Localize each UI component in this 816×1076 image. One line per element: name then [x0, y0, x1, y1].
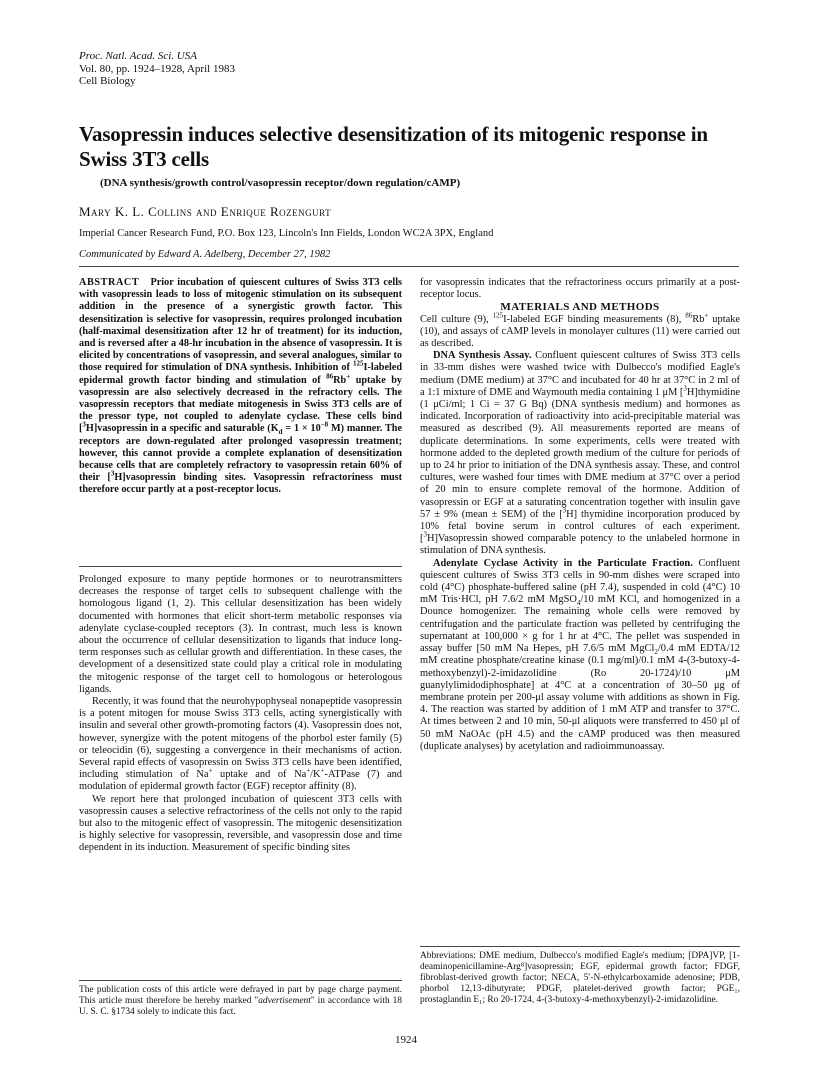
abbreviations-divider — [420, 946, 740, 947]
subsection-heading-adenylate: Adenylate Cyclase Activity in the Particulate Fraction. — [433, 557, 693, 569]
abstract-text: Prior incubation of quiescent cultures of Swiss 3T3 cells with vasopressin leads to loss of mitogenic stimulation on its subsequent addition in the presence of a synergistic growth factor. This desensitization is selective for vasopressin, requires prolonged incubation (half-maximal desensitization after 12 hr of treatment) for its induction, and is reversed after a 48-hr incubation in the absence of vasopressin. It is elicited by concentrations of vasopressin, and several analogues, similar to those required for stimulation of DNA synthesis. Inhibition of — [79, 277, 402, 374]
paragraph-text: /K — [310, 769, 321, 781]
footnote-divider — [79, 980, 402, 981]
superscript: 86 — [685, 311, 693, 320]
journal-name: Proc. Natl. Acad. Sci. USA — [79, 50, 197, 62]
abstract-label: ABSTRACT — [79, 277, 140, 288]
superscript: 125 — [492, 311, 504, 320]
section-name: Cell Biology — [79, 75, 136, 87]
superscript: + — [208, 766, 213, 775]
publication-footnote — [79, 985, 402, 1018]
superscript: 86 — [326, 372, 334, 381]
superscript: −8 — [320, 421, 329, 430]
right-column — [420, 277, 740, 753]
paragraph-text: /0.4 mM EDTA/12 mM creatine phosphate/creatine kinase (0.1 mg/ml)/0.1 mM 4-(3-butoxy-4-methoxybenzyl)-2-imidazolidine (Ro 20-1724)/10 μM guanylylimidodiphosphate] at 4°C at a concentration of 30–50 μg of membrane protein per 200-μl assay volume with additions as shown in Fig. 4. The reaction was started by addition of 1 mM ATP and transfer to 37°C. At times between 2 and 10 min, 50-μl aliquots were transferred to 450 μl of 50 mM NaOAc (pH 4.5) and the cAMP produced was then measured (duplicate analyses) by acetylation and radioimmunoassay. — [420, 643, 740, 752]
intro-paragraph-3-continued: for vasopressin indicates that the refractoriness occurs primarily at a post-receptor locus. — [420, 277, 740, 301]
abstract-text: M) manner. The receptors are down-regulated after prolonged vasopressin treatment; however, this cannot provide a complete explanation of desensitization because cells that are completely refractory to vasopressin retain 60% of their [ — [79, 423, 402, 484]
intro-paragraph-3: We report here that prolonged incubation of quiescent 3T3 cells with vasopressin causes a selective refractoriness of the cells not only to the rapid but also to the mitogenic effect of vasopressin. The mitogenic desensitization is highly selective for vasopressin, reversible, and vasopressin dose and time dependent in its induction. Measurement of specific binding sites — [79, 793, 402, 854]
superscript: + — [320, 766, 325, 775]
left-column-body — [79, 574, 402, 855]
superscript: 3 — [423, 530, 427, 539]
superscript: + — [306, 766, 311, 775]
paragraph-text: /10 mM KCl, and homogenized in a Dounce homogenizer. The remaining whole cells were removed by centrifugation and the particulate fraction was pelleted by centrifuging the supernatant at 100,000 × g for 1 hr at 4°C. The pellet was suspended in assay buffer [50 mM Na Hepes, pH 7.6/5 mM MgCl — [420, 594, 741, 655]
paragraph-text: uptake (10), and assays of cAMP levels in monolayer cultures (11) were carried out as described. — [420, 313, 741, 350]
paragraph-text: uptake and of Na — [212, 769, 307, 781]
authors: Mary K. L. Collins and Enrique Rozengurt — [79, 204, 332, 219]
superscript: 125 — [353, 360, 364, 369]
superscript: 3 — [110, 469, 115, 478]
subscript: d — [278, 428, 283, 437]
section-heading-methods: MATERIALS AND METHODS — [500, 301, 660, 314]
paragraph-text: H]Vasopressin showed comparable potency to the unlabeled hormone in stimulation of DNA synthesis. — [420, 533, 740, 557]
footnote-text: " in accordance with 18 U. S. C. §1734 solely to indicate this fact. — [79, 996, 402, 1017]
communicated-by: Communicated by Edward A. Adelberg, December 27, 1982 — [79, 249, 331, 260]
paragraph-text: H] thymidine incorporation produced by 10% fetal bovine serum in control cultures of each experiment. [ — [420, 508, 740, 545]
superscript: + — [704, 311, 709, 320]
superscript: 3 — [683, 384, 687, 393]
article-title: Vasopressin induces selective desensitization of its mitogenic response in Swiss 3T3 cells — [79, 122, 708, 171]
volume-info: Vol. 80, pp. 1924–1928, April 1983 — [79, 62, 235, 75]
abstract-text: I-labeled epidermal growth factor binding and stimulation of — [79, 362, 402, 386]
paragraph-text: -ATPase (7) and modulation of epidermal growth factor (EGF) receptor affinity (8). — [79, 769, 402, 793]
abstract — [79, 277, 402, 497]
superscript: 3 — [82, 421, 86, 430]
header-divider — [79, 266, 739, 267]
abstract-divider — [79, 566, 402, 567]
abstract-text: = 1 × 10 — [282, 423, 321, 435]
paragraph-text: Recently, it was found that the neurohypophyseal nonapeptide vasopressin is a potent mitogen for mouse Swiss 3T3 cells, acting synergistically with insulin and several other growth-promoting factors (4). Vasopressin does not, however, synergize with the potent mitogens of the phorbol ester family (5) or teleocidin (6), suggesting a convergence in their mechanisms of action. Several rapid effects of vasopressin on Swiss 3T3 cells have been identified, including stimulation of Na — [79, 696, 402, 781]
keywords: (DNA synthesis/growth control/vasopressin receptor/down regulation/cAMP) — [100, 177, 461, 189]
methods-cell-culture — [420, 311, 741, 351]
subscript: 4 — [576, 599, 581, 608]
abbreviations: Abbreviations: DME medium, Dulbecco's modified Eagle's medium; [DPA]VP, [1-deaminopenicillamine-Arg⁸]vasopressin; EGF, epidermal growth factor; FDGF, fibroblast-derived growth factor; NECA, 5′-N-ethylcarboxamide adenosine; PDB, phorbol 12,13-dibutyrate; PDGF, platelet-derived growth factor; PGE₁, prostaglandin E₁; Ro 20-1724, 4-(3-butoxy-4-methoxybenzyl)-2-imidazolidine. — [420, 951, 740, 1005]
superscript: + — [346, 372, 351, 381]
abstract-text: Rb — [333, 374, 347, 386]
paragraph-text: H]thymidine (1 μCi/ml; 1 Ci = 37 G Bq) (DNA synthesis medium) and hormones as indicated. Incorporation of radioactivity into acid-precipitable material was measured as described (9). All measurements reported are means of duplicate determinations. In some experiments, cells were treated with hormone added to the depleted growth medium of the culture for periods of up to 24 hr prior to initiation of the DNA synthesis assay. These, and control cultures, were washed four times with DME medium at 37°C over a period of 20 min to ensure complete removal of the hormone. Addition of vasopressin or EGF at a saturating concentration together with insulin gave 57 ± 9% (mean ± SEM) of the [ — [420, 386, 741, 520]
page-number: 1924 — [395, 1034, 417, 1046]
abstract-text: H]vasopressin in a specific and saturable (K — [85, 423, 279, 435]
paragraph-text: Confluent quiescent cultures of Swiss 3T3 cells in 90-mm dishes were scraped into cold (4°C) phosphate-buffered saline (pH 7.4), suspended in cold (4°C) 10 mM Tris·HCl, pH 7.6/2 mM MgSO — [420, 557, 741, 606]
superscript: 3 — [562, 506, 567, 515]
paragraph-text: Confluent quiescent cultures of Swiss 3T3 cells in 33-mm dishes were washed twice with Dulbecco's modified Eagle's medium (DME medium) at 37°C and incubated for 40 hr at 37°C in 2 ml of a 1:1 mixture of DME and Waymouth media containing 1 μM [ — [420, 350, 740, 398]
intro-paragraph-2 — [79, 696, 402, 794]
footnote-text: The publication costs of this article were defrayed in part by page charge payment. This article must therefore be hereby marked " — [79, 985, 402, 1006]
intro-paragraph-1: Prolonged exposure to many peptide hormones or to neurotransmitters decreases the response of target cells to subsequent challenge with the homologous ligand (1, 2). This cellular desensitization has been widely documented with hormones that elicit short-term metabolic responses via adenylate cyclase-coupled receptors (3). In contrast, much less is known about the occurrence of cellular desensitization to ligands that induce long-term responses such as cellular growth and differentiation. In these cases, the development of a desensitized state could play a critical role in modulating the mitogenic response of the target cell to homologous or heterologous ligands. — [79, 574, 402, 695]
paragraph-text: Cell culture (9), — [420, 313, 493, 325]
abstract-text: H]vasopressin binding sites. Vasopressin refractoriness must therefore occur partly at a post-receptor locus. — [79, 472, 403, 496]
methods-adenylate-cyclase — [420, 558, 740, 753]
abstract-text: uptake by vasopressin are also selectively decreased in the refractory cells. The vasopressin receptors that mediate mitogenesis in Swiss 3T3 cells are of the pressor type, not coupled to adenylate cyclase. These cells bind [ — [79, 374, 402, 435]
methods-dna-synthesis — [420, 350, 740, 557]
footnote-emphasis: advertisement — [258, 996, 311, 1006]
paragraph-text: Rb — [692, 313, 705, 325]
journal-header — [79, 50, 235, 88]
paragraph-text: I-labeled EGF binding measurements (8), — [503, 313, 686, 325]
subsection-heading-dna: DNA Synthesis Assay. — [433, 350, 532, 362]
affiliation: Imperial Cancer Research Fund, P.O. Box 123, Lincoln's Inn Fields, London WC2A 3PX, England — [79, 228, 494, 239]
subscript: 2 — [654, 648, 658, 657]
